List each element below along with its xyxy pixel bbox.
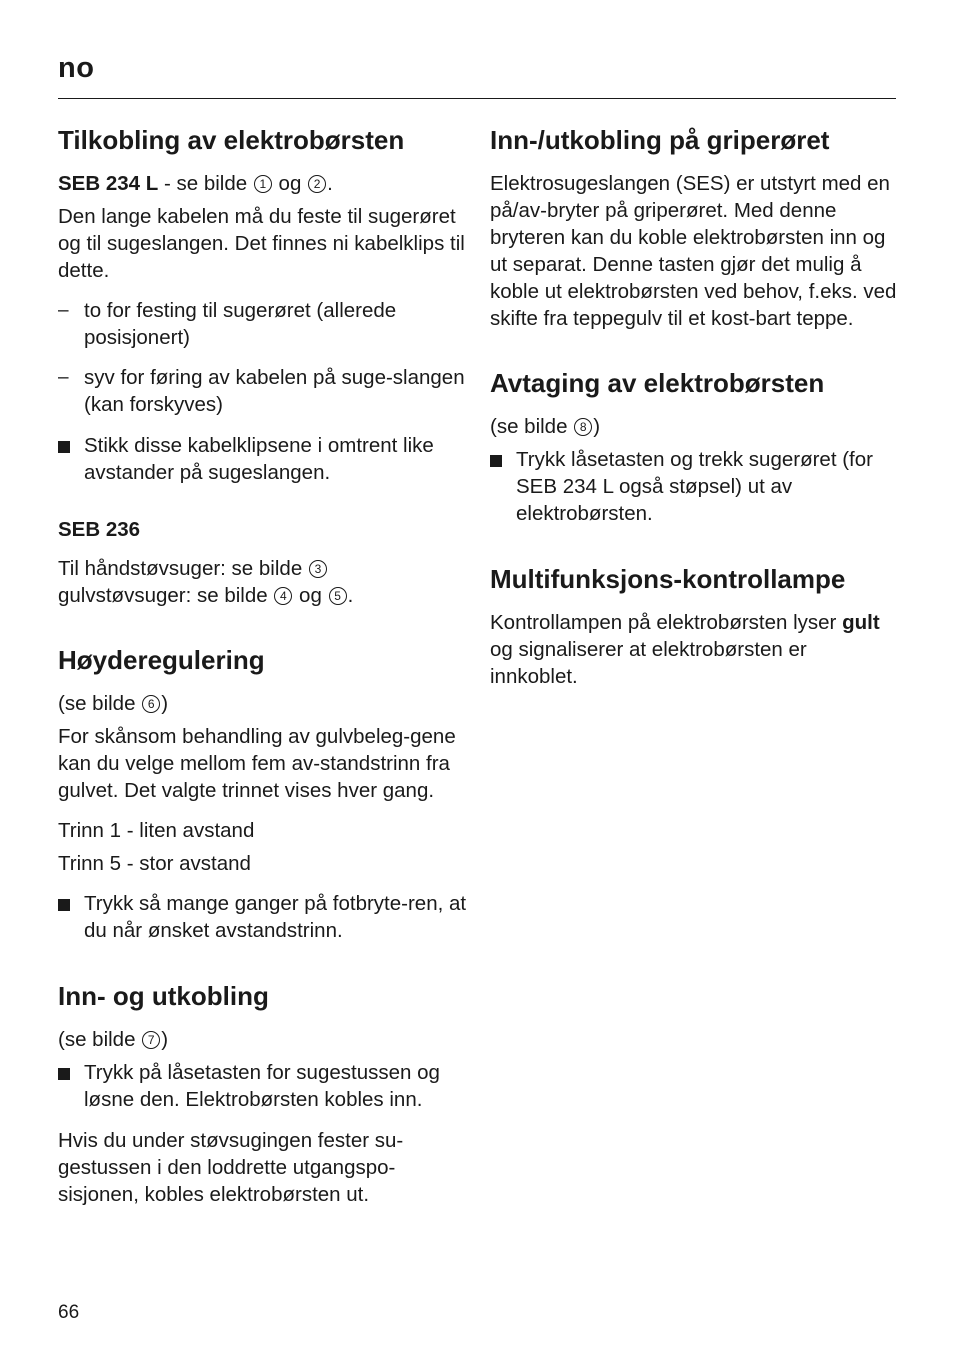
multi-text: og signaliserer at elektrobørsten er innkoblet. xyxy=(490,638,807,688)
ref-text: . xyxy=(327,172,333,195)
figure-number-6: 6 xyxy=(142,695,160,713)
step-item xyxy=(58,1059,468,1113)
step-list xyxy=(58,1059,468,1113)
ref-text: . xyxy=(347,584,354,607)
reference-figure-7 xyxy=(58,1026,468,1053)
ref-text: ) xyxy=(161,692,169,715)
figure-number-3: 3 xyxy=(309,560,327,578)
step-text: Trykk så mange ganger på fotbryte-ren, at du når ønsket avstandstrinn. xyxy=(84,892,467,942)
trinn-5: Trinn 5 - stor avstand xyxy=(58,852,251,875)
section-title-hoyderegulering: Høyderegulering xyxy=(58,645,265,675)
figure-number-7: 7 xyxy=(142,1031,160,1049)
section-title-griperoret: Inn-/utkobling på griperøret xyxy=(490,125,830,155)
header-rule xyxy=(58,98,896,99)
square-bullet-icon xyxy=(58,432,78,459)
step-item xyxy=(58,890,468,944)
dash-mark: – xyxy=(58,367,69,388)
list-item xyxy=(58,297,468,351)
square-bullet-icon xyxy=(490,446,510,473)
figure-number-5: 5 xyxy=(329,587,347,605)
paragraph-gripe: Elektrosugeslangen (SES) er utstyrt med en på/av-bryter på griperøret. Med denne bryteren kan du koble elektrobørsten inn og ut separat. Denne tasten gjør det mulig å koble ut elektrobørsten ved behov, f.eks. ved skifte fra teppegulv til et kost-bart teppe. xyxy=(490,172,897,330)
ref-text: (se bilde xyxy=(58,692,142,715)
right-column xyxy=(490,124,900,703)
language-code: no xyxy=(58,52,95,84)
step-item xyxy=(58,432,468,486)
multi-text: Kontrollampen på elektrobørsten lyser xyxy=(490,611,843,634)
square-bullet-icon xyxy=(58,1059,78,1086)
dash-list xyxy=(58,297,468,418)
paragraph-intro: Den lange kabelen må du feste til sugerøret og til sugeslangen. Det finnes ni kabelklips til dette. xyxy=(58,205,465,282)
left-column xyxy=(58,124,468,1221)
page-number: 66 xyxy=(58,1302,80,1323)
ref-text: ) xyxy=(593,415,601,438)
section-title-avtaging: Avtaging av elektrobørsten xyxy=(490,368,825,398)
step-text: Stikk disse kabelklipsene i omtrent like avstander på sugeslangen. xyxy=(84,434,434,484)
step-list xyxy=(490,446,900,527)
paragraph-seb236 xyxy=(58,555,468,609)
figure-number-2: 2 xyxy=(308,175,326,193)
ref-text: gulvstøvsuger: se bilde xyxy=(58,584,274,607)
list-item-text: syv for føring av kabelen på suge-slangen (kan forskyves) xyxy=(84,366,465,416)
section-title-tilkobling: Tilkobling av elektrobørsten xyxy=(58,125,405,155)
reference-figure-8 xyxy=(490,413,900,440)
list-item xyxy=(58,364,468,418)
dash-mark: – xyxy=(58,300,69,321)
ref-text: - se bilde xyxy=(158,172,253,195)
paragraph-multi xyxy=(490,609,900,690)
ref-text: (se bilde xyxy=(58,1028,142,1051)
step-item xyxy=(490,446,900,527)
ref-text: og xyxy=(272,172,308,195)
section-title-multifunksjon: Multifunksjons-kontrollampe xyxy=(490,564,846,594)
paragraph-innog: Hvis du under støvsugingen fester su-gestussen i den loddrette utgangspo-sisjonen, kobles elektrobørsten ut. xyxy=(58,1129,404,1206)
figure-number-4: 4 xyxy=(274,587,292,605)
ref-text: og xyxy=(293,584,328,607)
figure-number-8: 8 xyxy=(574,418,592,436)
trinn-1: Trinn 1 - liten avstand xyxy=(58,819,255,842)
paragraph-hoyde: For skånsom behandling av gulvbeleg-gene kan du velge mellom fem av-standstrinn fra gulvet. Det valgte trinnet vises hver gang. xyxy=(58,725,456,802)
color-gult: gult xyxy=(842,611,880,634)
model-seb234: SEB 234 L xyxy=(58,172,159,195)
subheading-seb236: SEB 236 xyxy=(58,518,141,541)
figure-number-1: 1 xyxy=(254,175,272,193)
list-item-text: to for festing til sugerøret (allerede posisjonert) xyxy=(84,299,397,349)
square-bullet-icon xyxy=(58,890,78,917)
ref-text: (se bilde xyxy=(490,415,574,438)
step-text: Trykk på låsetasten for sugestussen og løsne den. Elektrobørsten kobles inn. xyxy=(84,1061,440,1111)
section-title-inn-og-utkobling: Inn- og utkobling xyxy=(58,981,269,1011)
step-list xyxy=(58,432,468,486)
ref-text: ) xyxy=(161,1028,169,1051)
reference-figure-6 xyxy=(58,690,468,717)
seb234-reference xyxy=(58,170,468,197)
step-text: Trykk låsetasten og trekk sugerøret (for SEB 234 L også støpsel) ut av elektrobørsten. xyxy=(516,448,873,525)
ref-text: Til håndstøvsuger: se bilde xyxy=(58,557,308,580)
step-list xyxy=(58,890,468,944)
